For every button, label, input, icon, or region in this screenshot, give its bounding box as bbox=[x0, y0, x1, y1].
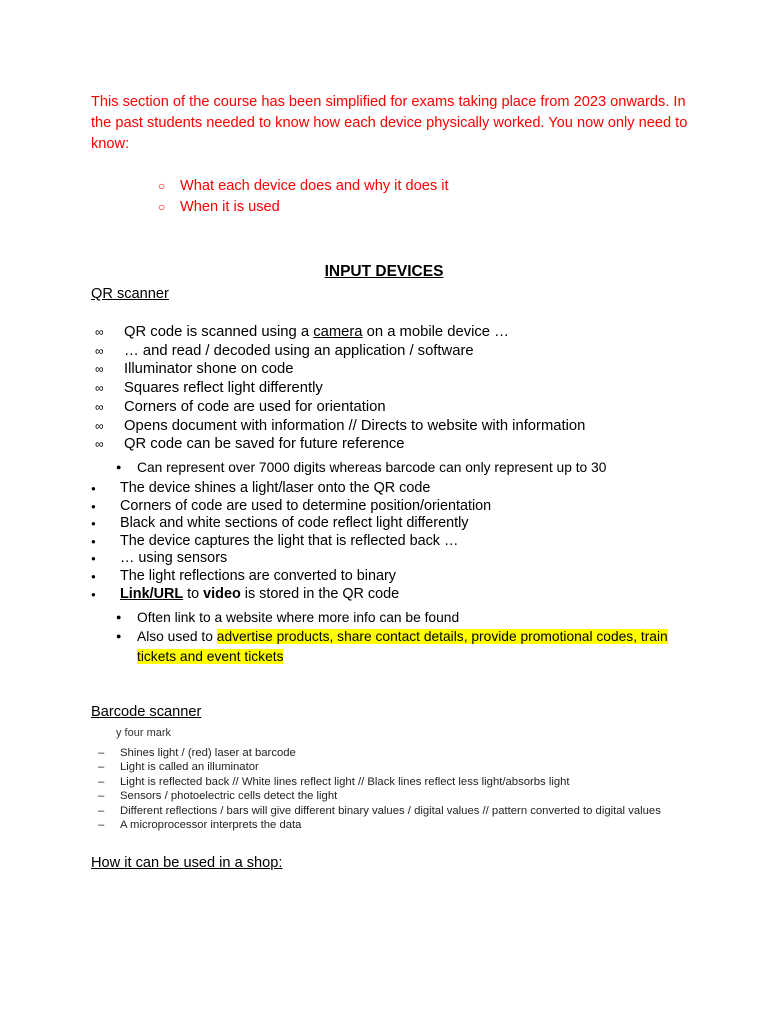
dash-bullet-icon: – bbox=[98, 819, 105, 832]
bullet-icon: ● bbox=[91, 484, 96, 493]
infinity-bullet-icon: ∞ bbox=[95, 399, 104, 414]
infinity-bullet-icon: ∞ bbox=[95, 325, 104, 339]
infinity-bullet-icon: ∞ bbox=[95, 362, 104, 377]
video-text: video bbox=[203, 585, 241, 602]
dash-bullet-icon: – bbox=[98, 790, 105, 803]
circle-bullet-icon: ○ bbox=[158, 179, 166, 193]
item-text: is stored in the QR code bbox=[240, 585, 400, 602]
highlighted-text: advertise products, share contact details, provide promotional codes, train bbox=[216, 629, 668, 645]
dash-bullet-icon: – bbox=[98, 775, 105, 788]
qr-usage-list bbox=[116, 608, 697, 666]
list-item bbox=[98, 804, 661, 818]
bullet-icon: ● bbox=[91, 501, 96, 511]
underlined-word: camera bbox=[313, 324, 363, 340]
list-item bbox=[95, 379, 585, 398]
item-text: A microprocessor interprets the data bbox=[120, 819, 302, 832]
item-text: Light is called an illuminator bbox=[120, 761, 259, 774]
bullet-icon: ● bbox=[116, 631, 122, 642]
list-item bbox=[95, 342, 585, 361]
list-item bbox=[95, 323, 585, 342]
dash-bullet-icon: – bbox=[98, 804, 105, 817]
item-text: QR code is scanned using a bbox=[124, 324, 314, 340]
list-item bbox=[158, 176, 449, 197]
list-item bbox=[95, 417, 585, 436]
barcode-list bbox=[98, 746, 661, 832]
qr-infinity-list bbox=[95, 323, 585, 454]
item-text: Corners of code are used to determine position/orientation bbox=[120, 497, 492, 514]
bullet-icon: ● bbox=[116, 612, 122, 622]
item-text: QR code can be saved for future reference bbox=[124, 436, 405, 453]
item-text: Sensors / photoelectric cells detect the light bbox=[120, 790, 338, 803]
item-text: The device shines a light/laser onto the QR code bbox=[120, 480, 431, 496]
qr-scanner-title: QR scanner bbox=[91, 286, 169, 302]
item-text: on a mobile device … bbox=[362, 324, 509, 340]
intro-list bbox=[158, 176, 449, 218]
item-text: Squares reflect light differently bbox=[124, 380, 323, 397]
item-text: The light reflections are converted to binary bbox=[120, 567, 396, 584]
list-item bbox=[91, 480, 491, 498]
list-item bbox=[98, 760, 661, 774]
bullet-icon: ● bbox=[91, 519, 96, 529]
bullet-icon: ● bbox=[91, 536, 96, 546]
cut-off-text bbox=[116, 727, 336, 742]
intro-paragraph: This section of the course has been simplified for exams taking place from 2023 onwards. In the past students needed to know how each device physically worked. You now only need to know: bbox=[91, 94, 688, 152]
intro-item-text: What each device does and why it does it bbox=[180, 178, 449, 194]
item-text: The device captures the light that is reflected back … bbox=[120, 532, 459, 549]
circle-bullet-icon: ○ bbox=[158, 200, 166, 214]
list-item bbox=[98, 775, 661, 789]
list-item bbox=[116, 627, 697, 666]
list-item bbox=[158, 197, 449, 218]
item-text: to bbox=[183, 585, 204, 602]
list-item bbox=[91, 568, 491, 586]
list-item bbox=[95, 435, 585, 454]
qr-scan-list bbox=[91, 480, 491, 603]
highlighted-text: tickets and event tickets bbox=[137, 648, 284, 664]
item-text: Shines light / (red) laser at barcode bbox=[120, 747, 296, 759]
item-text: Can represent over 7000 digits whereas barcode can only represent up to 30 bbox=[137, 460, 607, 475]
digits-note bbox=[116, 458, 606, 477]
infinity-bullet-icon: ∞ bbox=[95, 343, 104, 358]
item-text: Light is reflected back // White lines reflect light // Black lines reflect less light/absorbs light bbox=[120, 775, 570, 788]
link-url-text: Link/URL bbox=[120, 585, 184, 602]
item-text: Different reflections / bars will give different binary values / digital values // pattern converted to digital values bbox=[120, 804, 661, 817]
dash-bullet-icon: – bbox=[98, 761, 105, 774]
list-item bbox=[116, 458, 606, 477]
list-item bbox=[91, 515, 491, 533]
list-item bbox=[95, 360, 585, 379]
list-item bbox=[95, 398, 585, 417]
list-item bbox=[91, 533, 491, 551]
dash-bullet-icon: – bbox=[98, 747, 105, 759]
list-item bbox=[116, 608, 697, 627]
intro-item-text: When it is used bbox=[180, 199, 280, 215]
infinity-bullet-icon: ∞ bbox=[95, 418, 104, 433]
item-text: Opens document with information // Directs to website with information bbox=[124, 417, 586, 434]
bullet-icon: ● bbox=[91, 589, 96, 599]
infinity-bullet-icon: ∞ bbox=[95, 437, 104, 452]
barcode-scanner-title: Barcode scanner bbox=[91, 704, 202, 720]
item-text: Often link to a website where more info can be found bbox=[137, 610, 460, 625]
infinity-bullet-icon: ∞ bbox=[95, 381, 104, 396]
item-text: … using sensors bbox=[120, 550, 228, 567]
item-text: … and read / decoded using an application / software bbox=[124, 342, 474, 359]
section-heading: INPUT DEVICES bbox=[324, 263, 444, 280]
list-item bbox=[91, 550, 491, 568]
shop-usage-title: How it can be used in a shop: bbox=[91, 855, 283, 871]
item-text: Corners of code are used for orientation bbox=[124, 398, 386, 415]
item-text: Illuminator shone on code bbox=[124, 361, 294, 378]
item-text: Also used to bbox=[137, 629, 217, 645]
list-item bbox=[98, 746, 661, 760]
list-item bbox=[98, 818, 661, 832]
bullet-icon: ● bbox=[116, 462, 122, 472]
item-text: Black and white sections of code reflect light differently bbox=[120, 515, 469, 532]
list-item bbox=[91, 586, 491, 604]
bullet-icon: ● bbox=[91, 554, 96, 564]
list-item bbox=[91, 498, 491, 516]
bullet-icon: ● bbox=[91, 571, 96, 581]
list-item bbox=[98, 789, 661, 803]
cut-text: y four mark bbox=[116, 727, 172, 739]
